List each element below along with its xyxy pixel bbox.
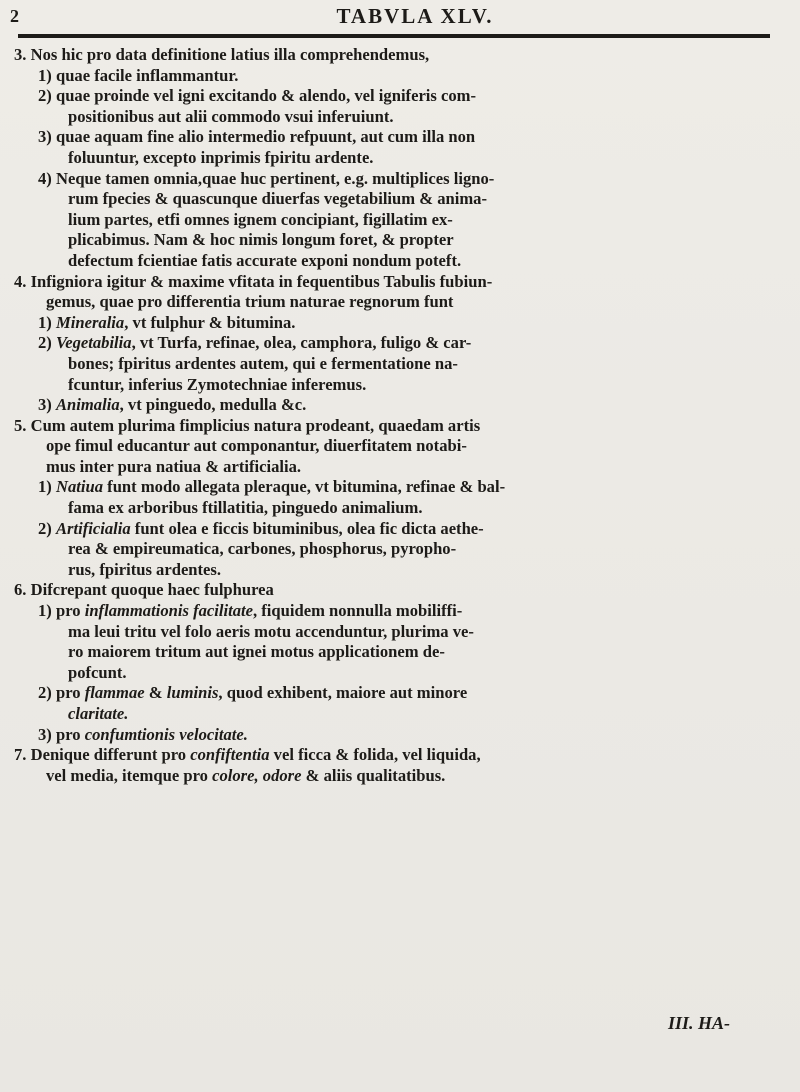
- item-3-3: 3) quae aquam fine alio intermedio refpuunt, aut cum illa non foluuntur, excepto inprimis fpiritu ardente.: [38, 127, 476, 167]
- item-3-1: 1) quae facile inflammantur.: [38, 65, 239, 85]
- item-5-1: 1) Natiua funt modo allegata pleraque, vt bitumina, refinae & bal- fama ex arboribus ftillatitia, pinguedo animalium.: [38, 477, 506, 518]
- paragraph-7: 7. Denique differunt pro confiftentia vel ficca & folida, vel liquida, vel media, itemque pro colore, odore & aliis qualitatibus.: [14, 745, 481, 785]
- paragraph-6: 6. Difcrepant quoque haec fulphurea: [14, 580, 274, 600]
- item-4-2: 2) Vegetabilia, vt Turfa, refinae, olea, camphora, fuligo & car- bones; fpiritus ardentes autem, qui e fermentatione na- fcuntur, inferius Zymotechniae inferemus.: [38, 333, 472, 394]
- main-text: [14, 45, 774, 786]
- item-4-1: 1) Mineralia, vt fulphur & bitumina.: [38, 312, 296, 332]
- item-3-2: 2) quae proinde vel igni excitando & alendo, vel igniferis com- positionibus aut alii commodo vsui inferuiunt.: [38, 86, 477, 126]
- item-4-3: 3) Animalia, vt pinguedo, medulla &c.: [38, 395, 307, 415]
- item-6-2: 2) pro flammae & luminis, quod exhibent, maiore aut minore claritate.: [38, 683, 468, 723]
- item-3-4: 4) Neque tamen omnia,quae huc pertinent, e.g. multiplices ligno- rum fpecies & quascunque diuerfas vegetabilium & anima- lium partes, etfi omnes ignem concipiant, figillatim ex- plicabimus. Nam & hoc nimis longum foret, & propter defectum fcientiae fatis accurate exponi nondum poteft.: [38, 168, 495, 270]
- item-5-2: 2) Artificialia funt olea e ficcis bituminibus, olea fic dicta aethe- rea & empireumatica, carbones, phosphorus, pyropho- rus, fpiritus ardentes.: [38, 518, 484, 579]
- item-6-3: 3) pro confumtionis velocitate.: [38, 724, 248, 744]
- header-rule: [18, 34, 770, 38]
- page-number: 2: [10, 6, 19, 26]
- catchword: III. HA-: [667, 1013, 730, 1033]
- paragraph-4: 4. Infigniora igitur & maxime vfitata in fequentibus Tabulis fubiun- gemus, quae pro differentia trium naturae regnorum funt: [14, 271, 493, 312]
- paragraph-5: 5. Cum autem plurima fimplicius natura prodeant, quaedam artis ope fimul educantur aut componantur, diuerfitatem notabi- mus inter pura natiua & artificialia.: [14, 415, 481, 476]
- item-6-1: 1) pro inflammationis facilitate, fiquidem nonnulla mobiliffi- ma leui tritu vel folo aeris motu accenduntur, plurima ve- ro maiorem tritum aut ignei motus applicationem de- pofcunt.: [38, 601, 474, 682]
- paragraph-3: 3. Nos hic pro data definitione latius illa comprehendemus,: [14, 45, 430, 64]
- running-head: TABVLA XLV.: [336, 4, 494, 28]
